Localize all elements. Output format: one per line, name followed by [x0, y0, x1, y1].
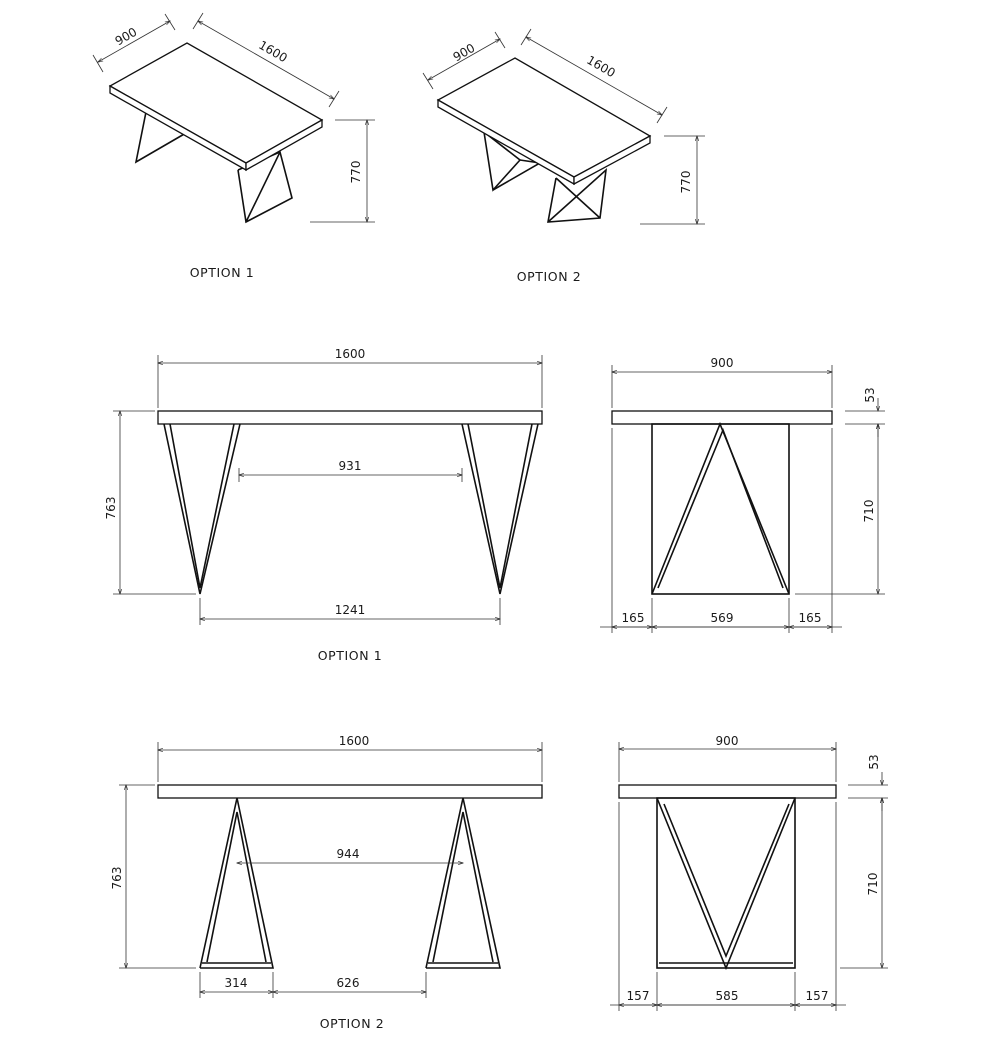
side-view-option-2: [610, 734, 888, 1011]
iso-tabletop: [438, 58, 650, 184]
iso-view-option-1: [93, 13, 375, 280]
dim-top-thickness: 53: [867, 754, 881, 770]
dim-left-offset: 165: [621, 611, 645, 625]
dim-leg-height: 710: [866, 872, 880, 896]
front-view-option-1: [104, 347, 542, 663]
dim-right-offset: 157: [805, 989, 829, 1003]
dim-leg-height: 710: [862, 499, 876, 523]
caption: OPTION 2: [516, 269, 582, 284]
leg-frame: [652, 424, 789, 594]
dim-length: 1600: [334, 347, 366, 361]
dim-height: 763: [104, 496, 118, 520]
dim-width: 900: [710, 356, 734, 370]
dim-height: 770: [679, 170, 693, 194]
dim-width: 900: [715, 734, 739, 748]
dim-width: 900: [450, 40, 478, 65]
iso-view-option-2: [423, 29, 705, 284]
dim-height: 763: [110, 866, 124, 890]
dim-leg-span: 1241: [334, 603, 366, 617]
dim-base: 585: [715, 989, 739, 1003]
dim-leg-base: 314: [224, 976, 248, 990]
tabletop: [619, 785, 836, 798]
tabletop: [158, 785, 542, 798]
side-view-option-1: [600, 356, 885, 633]
dim-length: 1600: [338, 734, 370, 748]
caption: OPTION 1: [189, 265, 255, 280]
dim-base-gap: 626: [336, 976, 360, 990]
dim-leg-gap: 944: [336, 847, 360, 861]
dim-length: 1600: [584, 52, 618, 81]
caption: OPTION 2: [319, 1016, 385, 1031]
caption: OPTION 1: [317, 648, 383, 663]
dim-top-thickness: 53: [863, 387, 877, 403]
leg-frame: [657, 798, 795, 968]
dim-height: 770: [349, 160, 363, 184]
dim-right-offset: 165: [798, 611, 822, 625]
tabletop: [158, 411, 542, 424]
dim-base: 569: [710, 611, 734, 625]
dim-width: 900: [112, 24, 140, 49]
legs: [200, 798, 500, 968]
tabletop: [612, 411, 832, 424]
dim-leg-gap: 931: [338, 459, 362, 473]
iso-tabletop: [110, 43, 322, 170]
front-view-option-2: [110, 734, 542, 1031]
dim-length: 1600: [256, 37, 290, 66]
dim-left-offset: 157: [626, 989, 650, 1003]
legs: [164, 424, 538, 594]
